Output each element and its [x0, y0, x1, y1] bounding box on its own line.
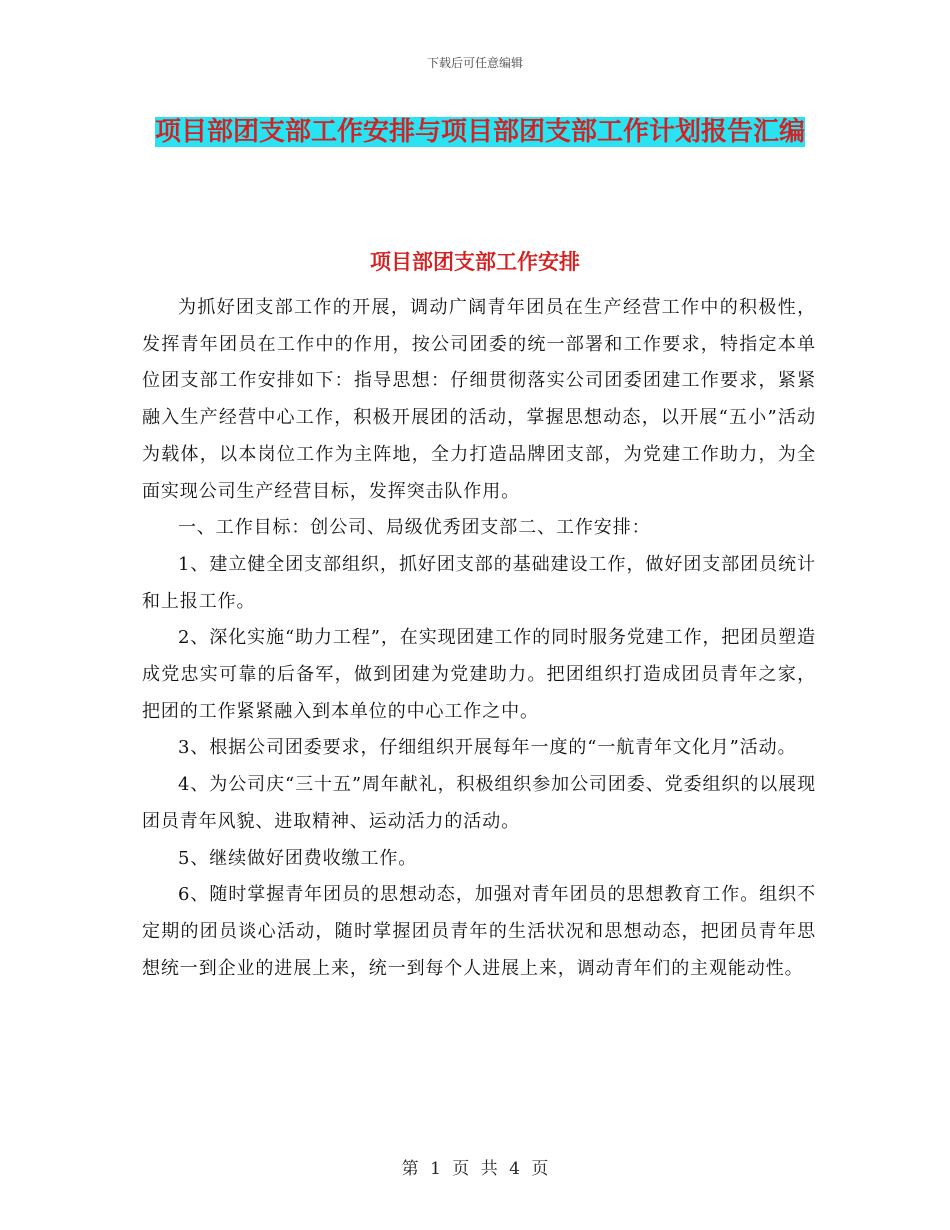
document-title-text: 项目部团支部工作安排与项目部团支部工作计划报告汇编	[154, 117, 805, 147]
page-footer: 第 1 页 共 4 页	[401, 1159, 549, 1179]
paragraph: 2、深化实施“助力工程”，在实现团建工作的同时服务党建工作，把团员塑造成党忠实可靠的后备军，做到团建为党建助力。把团组织打造成团员青年之家，把团的工作紧紧融入到本单位的中心工作之中。	[142, 627, 816, 722]
paragraph: 3、根据公司团委要求，仔细组织开展每年一度的“一航青年文化月”活动。	[178, 737, 797, 759]
document-body	[142, 290, 816, 987]
paragraph: 5、继续做好团费收缴工作。	[178, 847, 418, 869]
paragraph: 4、为公司庆“三十五”周年献礼，积极组织参加公司团委、党委组织的以展现团员青年风貌、进取精神、运动活力的活动。	[142, 774, 816, 832]
paragraph: 1、建立健全团支部组织，抓好团支部的基础建设工作，做好团支部团员统计和上报工作。	[142, 553, 816, 612]
paragraph: 一、工作目标：创公司、局级优秀团支部二、工作安排：	[178, 517, 651, 539]
section-title: 项目部团支部工作安排	[370, 250, 580, 274]
header-note: 下载后可任意编辑	[426, 56, 523, 70]
paragraph: 为抓好团支部工作的开展，调动广阔青年团员在生产经营工作中的积极性，发挥青年团员在工作中的作用，按公司团委的统一部署和工作要求，特指定本单位团支部工作安排如下：指导思想：仔细贯彻落实公司团委团建工作要求，紧紧融入生产经营中心工作，积极开展团的活动，掌握思想动态，以开展“五小”活动为载体，以本岗位工作为主阵地，全力打造品牌团支部，为党建工作助力，为全面实现公司生产经营目标，发挥突击队作用。	[142, 297, 816, 502]
document-title	[140, 110, 820, 154]
paragraph: 6、随时掌握青年团员的思想动态，加强对青年团员的思想教育工作。组织不定期的团员谈心活动，随时掌握团员青年的生活状况和思想动态，把团员青年思想统一到企业的进展上来，统一到每个人进展上来，调动青年们的主观能动性。	[142, 884, 816, 979]
